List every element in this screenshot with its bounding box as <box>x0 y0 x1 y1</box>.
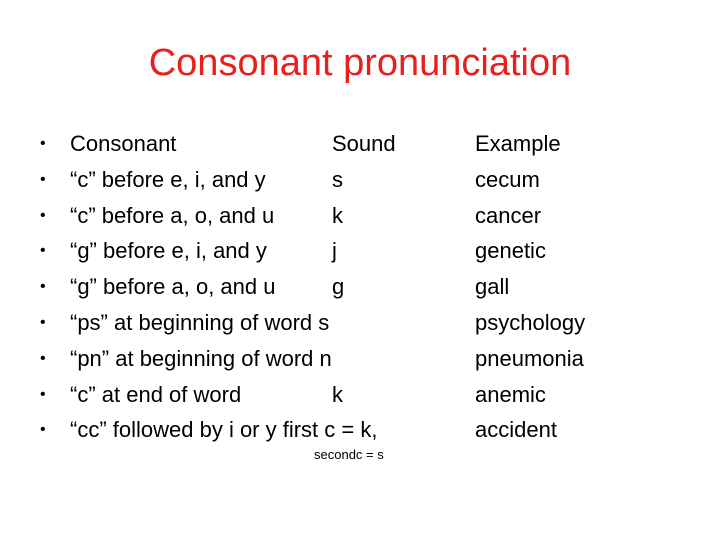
list-item <box>40 269 460 305</box>
bullet: • <box>40 135 46 152</box>
list-item <box>40 162 460 198</box>
list-item <box>40 233 460 269</box>
list-item <box>40 198 460 234</box>
sound-header: Sound <box>332 131 396 156</box>
list-item <box>40 412 460 448</box>
bullet: • <box>40 206 46 224</box>
consonant-rule: “cc” followed by i or y first c = k, <box>70 417 378 443</box>
sound-value: j <box>332 238 337 264</box>
example-word: genetic <box>475 238 546 264</box>
consonant-rule: “c” before e, i, and y <box>70 166 266 192</box>
bullet: • <box>40 349 46 367</box>
consonant-rule: “g” before a, o, and u <box>70 274 276 300</box>
bullet: • <box>40 313 46 331</box>
example-word: cancer <box>475 202 542 228</box>
example-header: Example <box>475 131 561 156</box>
list-item <box>40 341 460 377</box>
list-item <box>40 126 460 162</box>
list-item <box>40 305 460 341</box>
sound-value: k <box>332 202 343 228</box>
sound-value: s <box>332 166 343 192</box>
slide-title: Consonant pronunciation <box>148 42 572 84</box>
sound-value: k <box>332 381 343 407</box>
bullet: • <box>40 170 46 188</box>
example-word: gall <box>475 274 510 300</box>
consonant-rule: “c” at end of word <box>70 381 242 407</box>
sound-value: g <box>332 274 345 300</box>
continuation-text: secondc = s <box>314 447 384 462</box>
consonant-header: Consonant <box>70 131 177 156</box>
consonant-rule: “ps” at beginning of word s <box>70 309 330 335</box>
example-word: psychology <box>475 309 586 335</box>
example-word: cecum <box>475 166 540 192</box>
example-word: anemic <box>475 381 546 407</box>
example-column <box>475 126 695 448</box>
example-word: pneumonia <box>475 345 584 371</box>
bullet: • <box>40 385 46 403</box>
bullet: • <box>40 242 46 260</box>
bullet: • <box>40 278 46 296</box>
consonant-list <box>40 126 460 448</box>
bullet: • <box>40 421 46 439</box>
list-item <box>40 377 460 413</box>
example-word: accident <box>475 417 557 443</box>
consonant-rule: “pn” at beginning of word n <box>70 345 332 371</box>
consonant-rule: “c” before a, o, and u <box>70 202 275 228</box>
consonant-rule: “g” before e, i, and y <box>70 238 267 264</box>
